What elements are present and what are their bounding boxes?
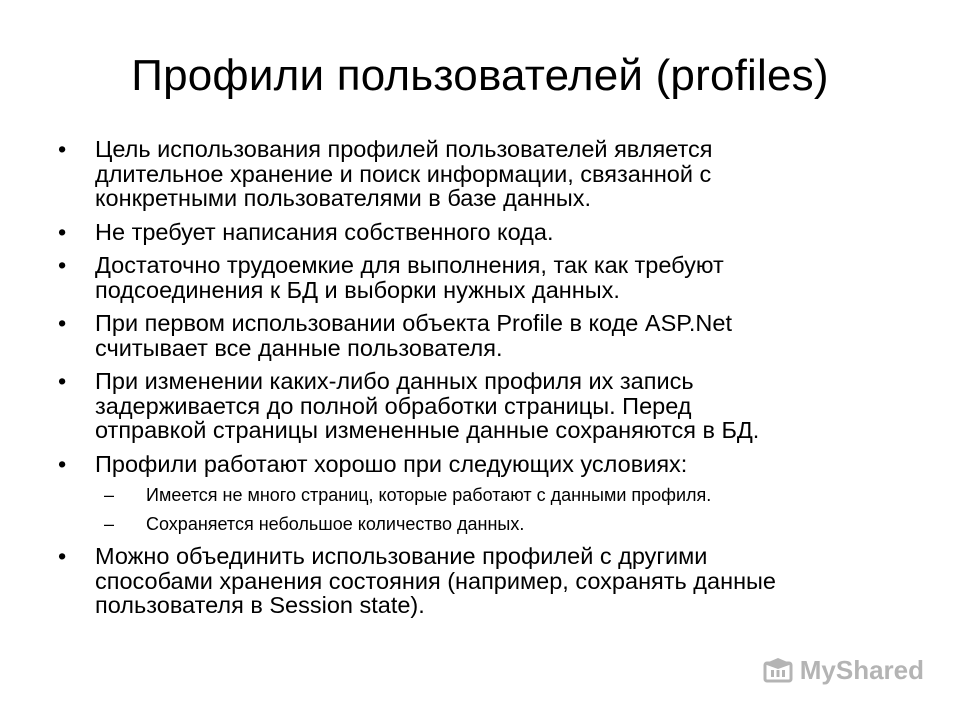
bullet-text-line: Можно объединить использование профилей с другими [95,543,708,569]
bullet-list [58,137,918,627]
bullet-marker: • [58,218,67,245]
bullet-marker: • [58,136,67,162]
bullet-marker: • [58,368,67,394]
bullet-marker: • [58,450,67,477]
bullet-text-line: задерживается до полной обработки страницы. Перед [95,392,692,419]
bullet-marker: • [58,310,67,336]
bullet-item [58,253,918,302]
bullet-item [58,452,918,536]
sub-bullet-list [95,484,918,535]
watermark-logo [762,655,924,686]
mortarboard-icon [762,656,794,686]
sub-bullet-text: Имеется не много страниц, которые работают с данными профиля. [146,485,712,505]
bullet-item [58,544,918,618]
bullet-text-line: подсоединения к БД и выборки нужных данных. [95,276,620,303]
bullet-text-line: Достаточно трудоемкие для выполнения, так как требуют [95,252,724,278]
bullet-item [58,220,918,245]
bullet-text-line: способами хранения состояния (например, сохранять данные [95,567,777,594]
bullet-text-line: длительное хранение и поиск информации, связанной с [95,160,712,187]
bullet-text-line: пользователя в Session state). [95,592,425,618]
sub-bullet-item [104,513,918,535]
slide-title: Профили пользователей (profiles) [131,51,829,100]
sub-bullet-text: Сохраняется небольшое количество данных. [146,514,525,534]
dash-marker: – [104,514,115,534]
sub-bullet-item [104,484,918,506]
bullet-text-line: отправкой страницы измененные данные сохраняются в БД. [95,417,760,443]
bullet-item [58,137,918,211]
bullet-text-line: Профили работают хорошо при следующих условиях: [95,450,688,477]
bullet-item [58,369,918,443]
bullet-text-line: Не требует написания собственного кода. [95,218,554,245]
bullet-text-line: При первом использовании объекта Profile в коде ASP.Net [95,310,733,336]
bullet-text-line: конкретными пользователями в базе данных. [95,185,592,211]
bullet-marker: • [58,252,67,278]
dash-marker: – [104,485,115,505]
bullet-marker: • [58,543,67,569]
bullet-item [58,311,918,360]
bullet-text-line: Цель использования профилей пользователей является [95,136,713,162]
watermark-text: MyShared [799,655,924,685]
bullet-text-line: При изменении каких-либо данных профиля их запись [95,368,694,394]
bullet-text-line: считывает все данные пользователя. [95,334,503,361]
